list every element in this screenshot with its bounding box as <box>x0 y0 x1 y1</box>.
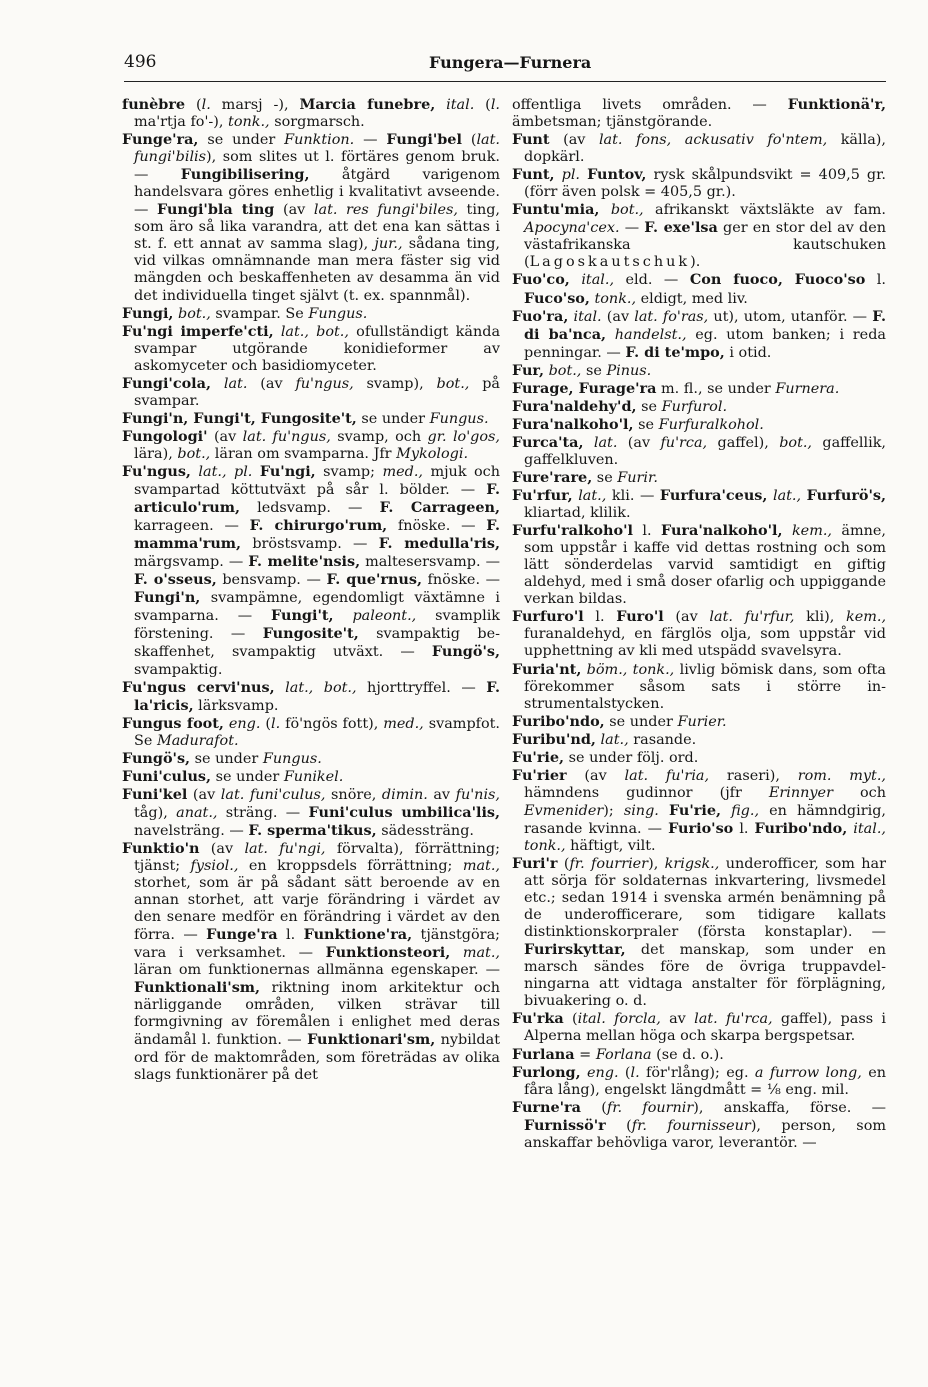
entry-fungus-foot: Fungus foot, eng. (l. fö'ngös fott), med., svampfot. Se Madurafot. <box>122 714 500 749</box>
entry-fungicola: Fungi'cola, lat. (av fu'ngus, svamp), bot., på svampar. <box>122 374 500 409</box>
entry-furanalkohol: Fura'nalkoho'l, se Furfuralkohol. <box>512 415 764 433</box>
entry-fungin: Fungi'n, Fungi't, Fungosite't, se under Fungus. <box>122 409 489 427</box>
page-number: 496 <box>124 52 157 72</box>
entry-fungera: Funge'ra, se under Funktion. — Fungi'bel (lat. fungi'bilis), som slites ut l. förtäres genom bruk. — Fungibilisering, åtgärd varigenom handelsvara göres enhetlig i kvalitativt avseende. — Fungi'bla ting (av lat. res fungi'biles, ting, som äro så lika varandra, att det ena kan sättas i st. f. ett annat av samma slag), jur., sådana ting, vid vilkas omnämnande man mera fäster sig vid mängden och beskaffenheten av desamma än vid det individuella tinget självt (t. ex. spannmål). <box>122 131 500 304</box>
entry-furibund: Furibu'nd, lat., rasande. <box>512 730 697 748</box>
entry-fungus: Fu'ngus, lat., pl. Fu'ngi, svamp; med., mjuk och svampartad köttutväxt på sår l. bölder. — F. articulo'rum, ledsvamp. — F. Carrageen, karrageen. — F. chirurgo'rum, fnöske. — F. mamma'rum, bröstsvamp. — F. medulla'ris, märgsvamp. — F. melite'nsis, maltesersvamp. — F. o'sseus, bensvamp. — F. que'rnus, fnöske. — Fungi'n, svampämne, egendomligt växtämne i svamparna. — Fungi't, paleont., svamplik förstening. — Fungosite't, svampaktig beskaffenhet, svampaktig utväxt. — Fungö's, svampaktig. <box>122 462 501 678</box>
entry-furfurol: Furfuro'l l. Furo'l (av lat. fu'rfur, kli), kem., furanaldehyd, en färglös olja, som uppstår vid upphettning av kli med utspädd svavelsyra. <box>512 608 887 660</box>
running-head: Fungera—Furnera <box>429 53 592 72</box>
entry-funt-2: Funt, pl. Funtov, rysk skålpundsvikt = 409,5 gr. (förr även polsk = 405,5 gr.). <box>512 166 886 201</box>
right-column <box>512 96 886 1152</box>
entry-furfur: Fu'rfur, lat., kli. — Furfura'ceus, lat., Furfurö's, kliartad, klilik. <box>512 487 887 522</box>
entry-fuoco: Fuo'co, ital., eld. — Con fuoco, Fuoco'so l. Fuco'so, tonk., eldigt, med liv. <box>512 271 886 307</box>
entry-funiculus: Funi'culus, se under Funikel. <box>122 767 344 785</box>
entry-furier: Fu'rier (av lat. fu'ria, raseri), rom. myt., hämndens gudinnor (jfr Erinnyer och Evmenider); sing. Fu'rie, fig., en hämndgirig, rasande kvinna. — Furio'so l. Furibo'ndo, ital., tonk., häftigt, vilt. <box>512 766 887 854</box>
entry-continuation-funktion: offentliga livets områden. — Funktionä'r, ämbetsman; tjänstgörande. <box>512 96 886 131</box>
entry-fungi-imperfecti: Fu'ngi imperfe'cti, lat., bot., ofullständigt kända svampar utgörande konidieformer av askomyceter och basidiomyceter. <box>122 322 501 374</box>
entry-furnera: Furne'ra (fr. fournir), anskaffa, förse. — Furnissö'r (fr. fournisseur), person, som anskaffar behövliga varor, leverantör. — <box>512 1098 886 1151</box>
entry-furiant: Furia'nt, böm., tonk., livlig bömisk dans, som ofta förekommer såsom sats i större instrumentalstycken. <box>512 660 886 712</box>
entry-furanaldehyd: Fura'naldehy'd, se Furfurol. <box>512 397 728 415</box>
entry-fur: Fur, bot., se Pinus. <box>512 361 652 379</box>
entry-funebre: funèbre (l. marsj -), Marcia funebre, ital. (l. ma'rtja fo'-), tonk., sorgmarsch. <box>122 96 500 131</box>
entry-funtumia: Funtu'mia, bot., afrikanskt växtsläkte av fam. Apocyna'cex. — F. exe'lsa ger en stor del av den västafrikanska kautschuken (Lagoskautschuk). <box>512 201 886 271</box>
entry-fungos: Fungö's, se under Fungus. <box>122 749 322 767</box>
page-header <box>124 52 888 78</box>
entry-furage: Furage, Furage'ra m. fl., se under Furnera. <box>512 379 840 397</box>
entry-fungus-cervinus: Fu'ngus cervi'nus, lat., bot., hjorttryffel. — F. la'ricis, lärksvamp. <box>122 678 500 714</box>
entry-furfuralkohol: Furfu'ralkoho'l l. Fura'nalkoho'l, kem., ämne, som uppstår i kaffe vid dettas rostning och som lätt sönderdelas varvid samtidigt en giftig aldehyd, med i små doser ofarlig och uppiggande verkan bildas. <box>512 522 886 608</box>
entry-furlana: Furlana = Forlana (se d. o.). <box>512 1045 724 1063</box>
entry-furka: Fu'rka (ital. forcla, av lat. fu'rca, gaffel), pass i Alperna mellan höga och skarpa bergspetsar. <box>512 1010 887 1045</box>
entry-furir: Furi'r (fr. fourrier), krigsk., underofficer, som har att sörja för soldaternas inkvartering, livsmedel etc.; sedan 1914 i svenska armén benämning på de underofficerare, som tidigare kallats distinktionskorpraler (första konstaplar). — Furirskyttar, det manskap, som under en marsch sändes före de övriga truppavdelningarna att vidtaga anstalter för förplägning, bivuakering o. d. <box>512 855 886 1010</box>
entry-fungi: Fungi, bot., svampar. Se Fungus. <box>122 304 368 322</box>
header-rule <box>124 81 886 82</box>
entry-furcata: Furca'ta, lat. (av fu'rca, gaffel), bot., gaffellik, gaffelkluven. <box>512 433 886 468</box>
entry-furibondo: Furibo'ndo, se under Furier. <box>512 712 727 730</box>
left-column <box>122 96 500 1084</box>
entry-fungologi: Fungologi' (av lat. fu'ngus, svamp, och gr. lo'gos, lära), bot., läran om svamparna. Jfr Mykologi. <box>122 427 501 462</box>
entry-funktion: Funktio'n (av lat. fu'ngi, förvalta), förrättning; tjänst; fysiol., en kroppsdels förrättning; mat., storhet, som är på sådant sätt beroende av en annan storhet, att varje förändring i värdet av den senare medför en förändring i värdet av den förra. — Funge'ra l. Funktione'ra, tjänstgöra; vara i verksamhet. — Funktionsteori, mat., läran om funktionernas allmänna egenskaper. — Funktionali'sm, riktning inom arkitektur och närliggande områden, vilken strävar till formgivning av föremålen i enlighet med deras ändamål l. funktion. — Funktionari'sm, nybildat ord för de maktområden, som företrädas av olika slags funktionärer på det <box>122 839 500 1083</box>
entry-fuora: Fuo'ra, ital. (av lat. fo'ras, ut), utom, utanför. — F. di ba'nca, handelst., eg. utom banken; i reda penningar. — F. di te'mpo, i otid. <box>512 307 886 361</box>
entry-funt-1: Funt (av lat. fons, ackusativ fo'ntem, källa), dopkärl. <box>512 131 886 166</box>
entry-furie: Fu'rie, se under följ. ord. <box>512 748 699 766</box>
entry-furerare: Fure'rare, se Furir. <box>512 468 658 486</box>
entry-furlong: Furlong, eng. (l. för'rlång); eg. a furrow long, en fåra lång), engelskt längdmått = ⅛ eng. mil. <box>512 1063 886 1098</box>
entry-funikel: Funi'kel (av lat. funi'culus, snöre, dimin. av fu'nis, tåg), anat., sträng. — Funi'culus umbilica'lis, navelsträng. — F. sperma'tikus, sädessträng. <box>122 785 501 839</box>
